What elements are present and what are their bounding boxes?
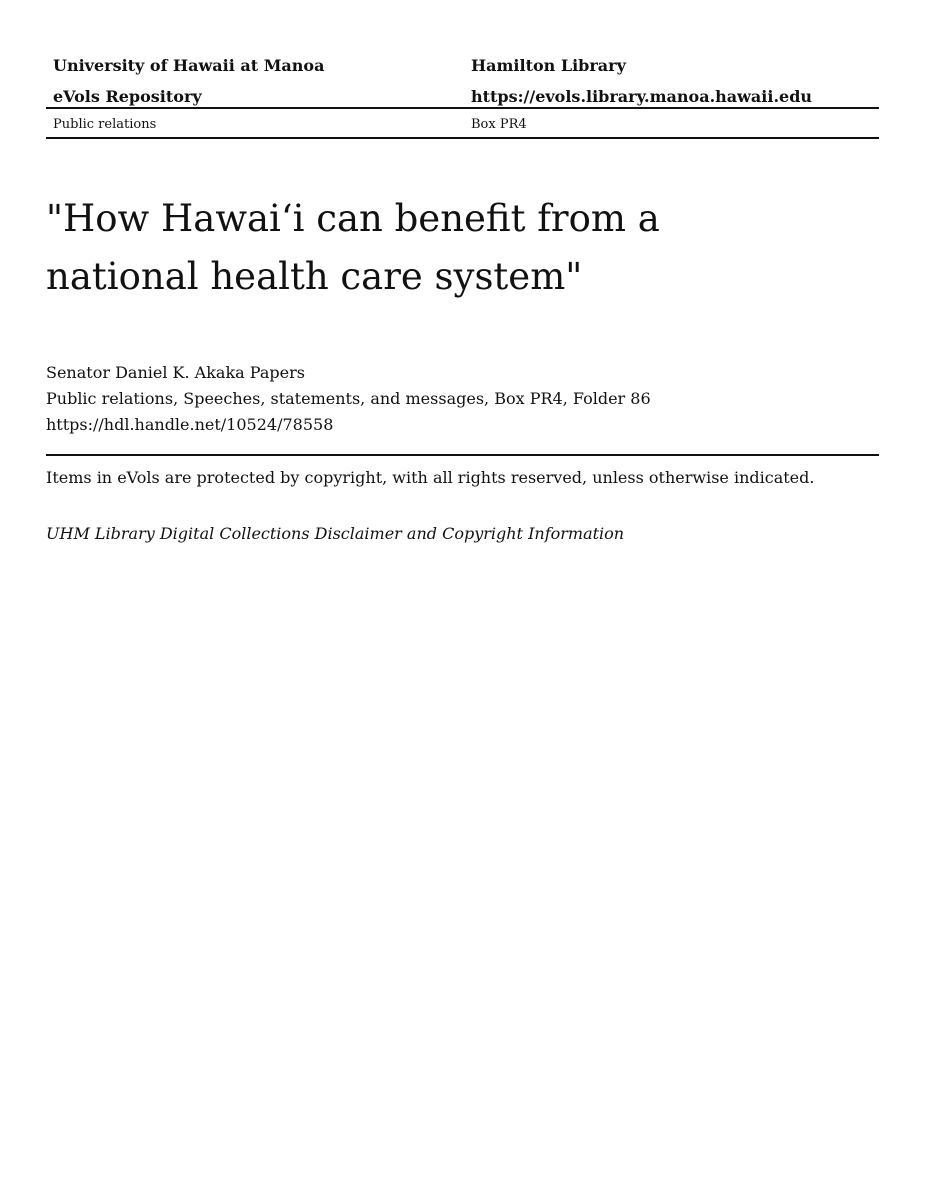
collection-name: Senator Daniel K. Akaka Papers <box>46 363 305 382</box>
institution-name: University of Hawaii at Manoa <box>53 56 325 75</box>
series-label: Public relations <box>53 117 157 132</box>
disclaimer-link[interactable]: UHM Library Digital Collections Disclaimer and Copyright Information <box>46 524 625 543</box>
box-label: Box PR4 <box>471 117 527 132</box>
folder-location: Public relations, Speeches, statements, and messages, Box PR4, Folder 86 <box>46 389 651 408</box>
header-divider-bottom <box>46 137 879 139</box>
repository-url-link[interactable]: https://evols.library.manoa.hawaii.edu <box>471 87 813 106</box>
handle-link[interactable]: https://hdl.handle.net/10524/78558 <box>46 415 334 434</box>
header-row-2 <box>46 83 879 114</box>
repository-name: eVols Repository <box>53 87 202 106</box>
header-divider-top <box>46 107 879 109</box>
header <box>46 52 879 114</box>
header-row-1 <box>46 52 879 83</box>
copyright-notice: Items in eVols are protected by copyright, with all rights reserved, unless otherwise indicated. <box>46 468 815 487</box>
document-title: "How Hawaiʻi can benefit from a national health care system" <box>46 197 660 298</box>
header-subrow <box>46 116 879 138</box>
library-name: Hamilton Library <box>471 56 626 75</box>
metadata-divider <box>46 454 879 456</box>
document-metadata <box>46 360 879 438</box>
